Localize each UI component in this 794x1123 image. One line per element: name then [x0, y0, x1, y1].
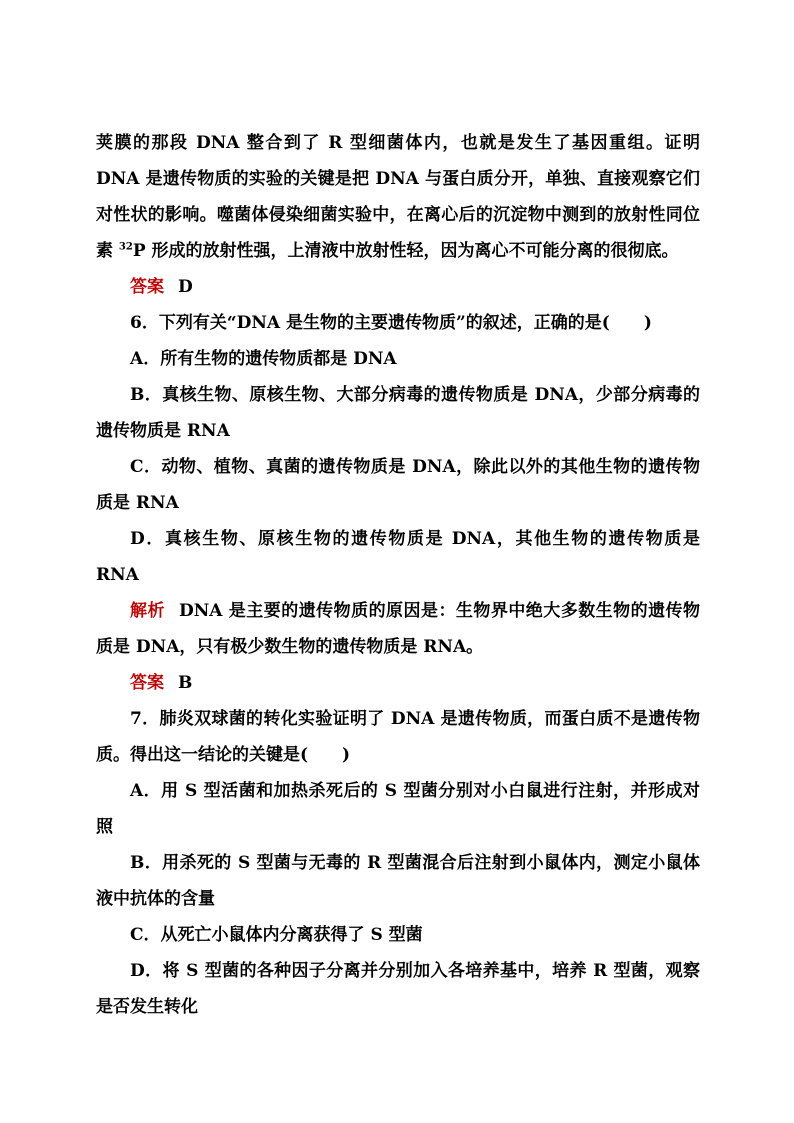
- analysis-q5-text-a: 荚膜的那段 DNA 整合到了 R 型细菌体内，也就是发生了基因重组。证明 DNA 是遗传物质的实验的关键是把 DNA 与蛋白质分开，单独、直接观察它们对性状的影响。噬菌体侵染细菌实验中，在离心后的沉淀物中测到的放射性同位素: [96, 133, 700, 261]
- analysis-label: 解析: [130, 601, 165, 621]
- answer-label: 答案: [130, 277, 164, 297]
- analysis-q6: [96, 593, 700, 665]
- answer-label: 答案: [130, 673, 164, 693]
- analysis-q5-text-b: P 形成的放射性强，上清液中放射性轻，因为离心不可能分离的很彻底。: [132, 241, 679, 261]
- answer-value: B: [178, 673, 193, 693]
- answer-q6: [96, 665, 700, 701]
- question-6-option-d: D．真核生物、原核生物的遗传物质是 DNA，其他生物的遗传物质是 RNA: [96, 529, 700, 585]
- question-7-option-c: C．从死亡小鼠体内分离获得了 S 型菌: [130, 925, 423, 945]
- question-7-option-a: A．用 S 型活菌和加热杀死后的 S 型菌分别对小白鼠进行注射，并形成对照: [96, 781, 700, 837]
- document-content: [96, 125, 700, 1025]
- question-6-stem: 6．下列有关“DNA 是生物的主要遗传物质”的叙述，正确的是( ): [130, 313, 652, 333]
- analysis-q5-continued: [96, 125, 700, 269]
- answer-q5: [96, 269, 700, 305]
- question-6-option-c: C．动物、植物、真菌的遗传物质是 DNA，除此以外的其他生物的遗传物质是 RNA: [96, 457, 700, 513]
- isotope-mass-number: 32: [118, 241, 133, 253]
- question-7-stem: 7．肺炎双球菌的转化实验证明了 DNA 是遗传物质，而蛋白质不是遗传物质。得出这一结论的关键是( ): [96, 709, 700, 765]
- question-7-option-b: B．用杀死的 S 型菌与无毒的 R 型菌混合后注射到小鼠体内，测定小鼠体液中抗体的含量: [96, 853, 700, 909]
- analysis-q6-text: DNA 是主要的遗传物质的原因是：生物界中绝大多数生物的遗传物质是 DNA，只有极少数生物的遗传物质是 RNA。: [96, 601, 701, 657]
- question-6-option-a: A．所有生物的遗传物质都是 DNA: [130, 349, 397, 369]
- answer-value: D: [178, 277, 193, 297]
- question-6-option-b: B．真核生物、原核生物、大部分病毒的遗传物质是 DNA，少部分病毒的遗传物质是 RNA: [96, 385, 700, 441]
- question-7-option-d: D．将 S 型菌的各种因子分离并分别加入各培养基中，培养 R 型菌，观察是否发生转化: [96, 961, 700, 1017]
